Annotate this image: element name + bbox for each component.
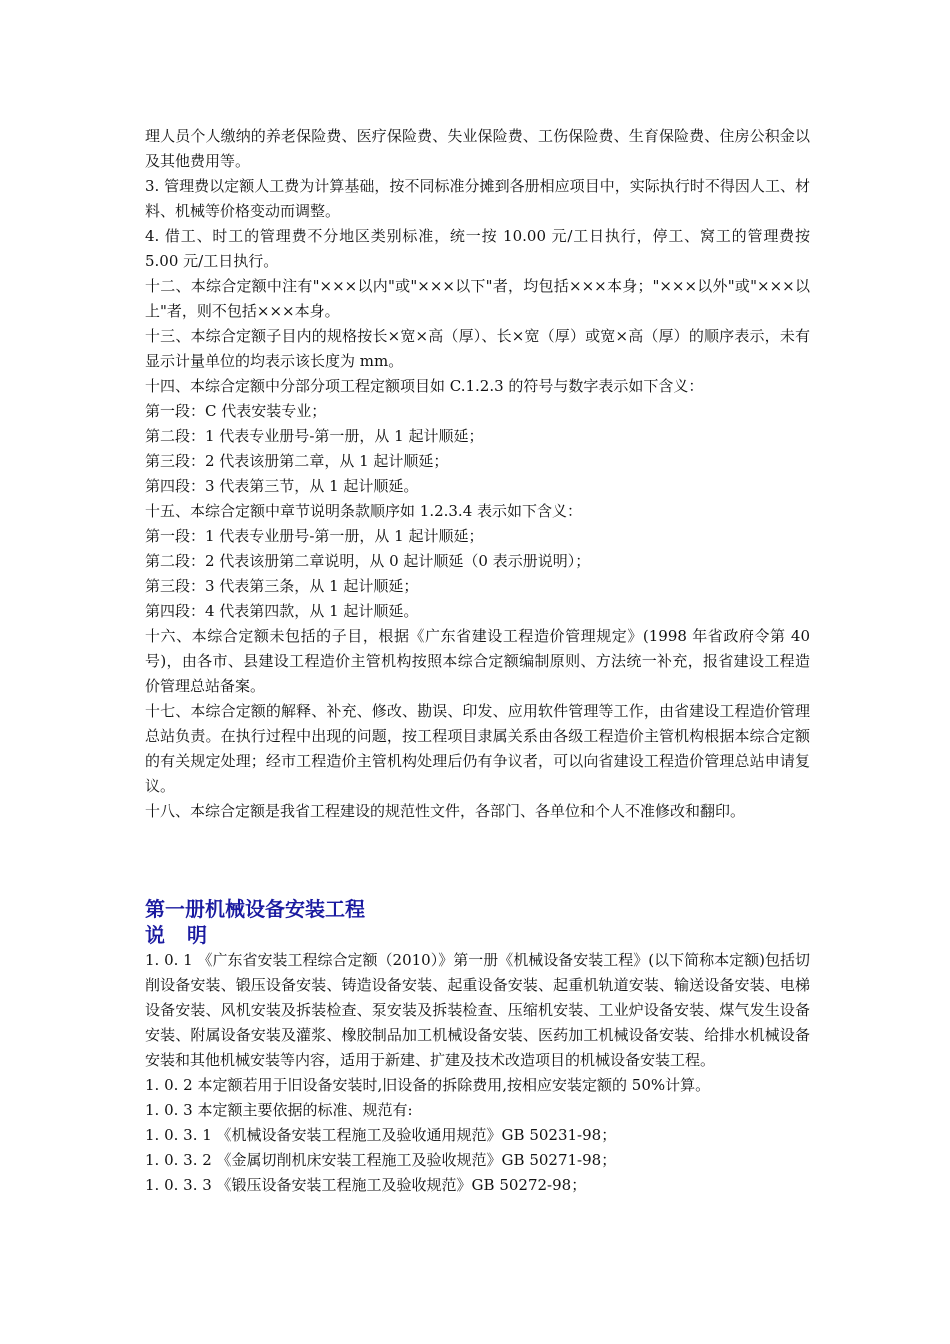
paragraph-item-14-seg-1: 第一段：C 代表安装专业； [145, 402, 327, 420]
paragraph-item-15-seg-3: 第三段：3 代表第三条，从 1 起计顺延； [145, 577, 419, 595]
paragraph-item-12: 十二、本综合定额中注有"×××以内"或"×××以下"者，均包括×××本身；"×××以外"或"×××以上"者，则不包括×××本身。 [145, 277, 810, 320]
paragraph-management-fee-basis: 3. 管理费以定额人工费为计算基础，按不同标准分摊到各册相应项目中，实际执行时不得因人工、材料、机械等价格变动而调整。 [145, 177, 810, 220]
paragraph-item-14-seg-2: 第二段：1 代表专业册号-第一册，从 1 起计顺延； [145, 427, 484, 445]
paragraph-item-18: 十八、本综合定额是我省工程建设的规范性文件，各部门、各单位和个人不准修改和翻印。 [145, 802, 746, 820]
paragraph-item-15-seg-1: 第一段：1 代表专业册号-第一册，从 1 起计顺延； [145, 527, 484, 545]
paragraph-item-17: 十七、本综合定额的解释、补充、修改、勘误、印发、应用软件管理等工作，由省建设工程造价管理总站负责。在执行过程中出现的问题，按工程项目隶属关系由各级工程造价主管机构根据本综合定额的有关规定处理；经市工程造价主管机构处理后仍有争议者，可以向省建设工程造价管理总站申请复议。 [145, 702, 810, 795]
clause-1-0-3-3: 1. 0. 3. 3 《锻压设备安装工程施工及验收规范》GB 50272-98； [145, 1176, 587, 1194]
paragraph-item-15: 十五、本综合定额中章节说明条款顺序如 1.2.3.4 表示如下含义： [145, 502, 583, 520]
clause-1-0-3: 1. 0. 3 本定额主要依据的标准、规范有: [145, 1101, 413, 1119]
paragraph-item-13: 十三、本综合定额子目内的规格按长×宽×高（厚）、长×宽（厚）或宽×高（厚）的顺序表示，未有显示计量单位的均表示该长度为 mm。 [145, 327, 810, 370]
paragraph-borrowed-labor-fee: 4. 借工、时工的管理费不分地区类别标准，统一按 10.00 元/工日执行，停工、窝工的管理费按 5.00 元/工日执行。 [145, 227, 810, 270]
document-page [145, 124, 810, 1198]
clause-1-0-3-2: 1. 0. 3. 2 《金属切削机床安装工程施工及验收规范》GB 50271-98； [145, 1151, 617, 1169]
volume-title: 第一册机械设备安装工程 [145, 897, 365, 921]
section-volume-one [145, 896, 810, 1198]
volume-subtitle: 说明 [145, 923, 229, 947]
paragraph-item-14: 十四、本综合定额中分部分项工程定额项目如 C.1.2.3 的符号与数字表示如下含义： [145, 377, 704, 395]
section-gap [145, 824, 810, 896]
paragraph-item-14-seg-3: 第三段：2 代表该册第二章，从 1 起计顺延； [145, 452, 449, 470]
paragraph-continuation: 理人员个人缴纳的养老保险费、医疗保险费、失业保险费、工伤保险费、生育保险费、住房公积金以及其他费用等。 [145, 127, 810, 170]
clause-1-0-3-1: 1. 0. 3. 1 《机械设备安装工程施工及验收通用规范》GB 50231-98； [145, 1126, 617, 1144]
paragraph-item-15-seg-2: 第二段：2 代表该册第二章说明，从 0 起计顺延（0 表示册说明）； [145, 552, 591, 570]
clause-1-0-2: 1. 0. 2 本定额若用于旧设备安装时,旧设备的拆除费用,按相应安装定额的 50%计算。 [145, 1076, 711, 1094]
paragraph-item-14-seg-4: 第四段：3 代表第三节，从 1 起计顺延。 [145, 477, 419, 495]
section-top [145, 124, 810, 824]
paragraph-item-15-seg-4: 第四段：4 代表第四款，从 1 起计顺延。 [145, 602, 419, 620]
paragraph-item-16: 十六、本综合定额未包括的子目，根据《广东省建设工程造价管理规定》(1998 年省政府令第 40 号)，由各市、县建设工程造价主管机构按照本综合定额编制原则、方法统一补充，报省建设工程造价管理总站备案。 [145, 627, 810, 695]
clause-1-0-1: 1. 0. 1 《广东省安装工程综合定额（2010）》第一册《机械设备安装工程》(以下简称本定额)包括切削设备安装、锻压设备安装、铸造设备安装、起重设备安装、起重机轨道安装、输送设备安装、电梯设备安装、风机安装及拆装检查、泵安装及拆装检查、压缩机安装、工业炉设备安装、煤气发生设备安装、附属设备安装及灌浆、橡胶制品加工机械设备安装、医药加工机械设备安装、给排水机械设备安装和其他机械安装等内容，适用于新建、扩建及技术改造项目的机械设备安装工程。 [145, 951, 810, 1069]
